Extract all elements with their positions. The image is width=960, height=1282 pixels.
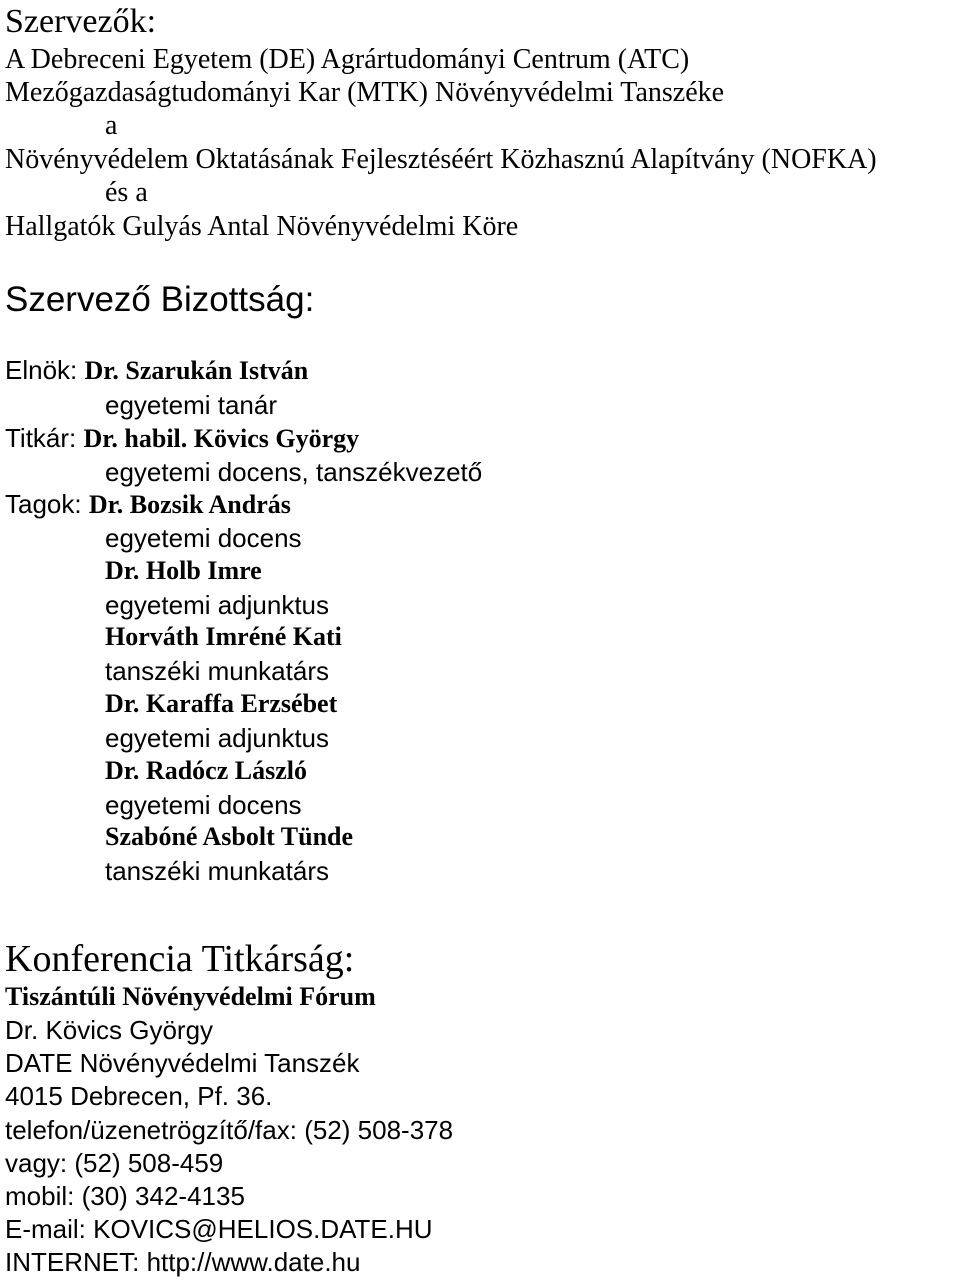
member-role: tanszéki munkatárs [105, 656, 329, 686]
secretary-line [5, 425, 359, 452]
chair-line [5, 357, 308, 384]
member-name: Dr. Holb Imre [105, 556, 262, 585]
secretariat-org: Tiszántúli Növényvédelmi Fórum [5, 982, 376, 1011]
member-role: egyetemi adjunktus [105, 590, 330, 620]
chair-name: Dr. Szarukán István [84, 356, 309, 385]
member-name: Dr. Radócz László [105, 756, 307, 785]
member-name: Szabóné Asbolt Tünde [105, 822, 354, 851]
secretariat-contact: Dr. Kövics György [5, 1015, 214, 1045]
secretariat-phone-alt: vagy: (52) 508-459 [5, 1148, 224, 1178]
organizer-line: és a [105, 177, 148, 208]
chair-role: egyetemi tanár [105, 390, 277, 420]
secretariat-email: E-mail: KOVICS@HELIOS.DATE.HU [5, 1214, 433, 1244]
secretariat-internet: INTERNET: http://www.date.hu [5, 1247, 361, 1277]
secretariat-department: DATE Növényvédelmi Tanszék [5, 1048, 360, 1078]
organizer-line: Hallgatók Gulyás Antal Növényvédelmi Köre [5, 211, 519, 242]
organizer-line: a [105, 110, 118, 141]
secretariat-mobile: mobil: (30) 342-4135 [5, 1181, 245, 1211]
organizer-line: Növényvédelem Oktatásának Fejlesztéséért Közhasznú Alapítvány (NOFKA) [5, 144, 877, 175]
secretary-name: Dr. habil. Kövics György [83, 424, 360, 453]
member-name: Dr. Bozsik András [88, 490, 291, 519]
committee-title: Szervező Bizottság: [5, 280, 315, 319]
secretariat-title: Konferencia Titkárság: [5, 938, 355, 980]
secretariat-phone: telefon/üzenetrögzítő/fax: (52) 508-378 [5, 1115, 454, 1145]
member-role: tanszéki munkatárs [105, 856, 329, 886]
member-role: egyetemi docens [105, 790, 302, 820]
organizers-title: Szervezők: [5, 3, 157, 40]
secretary-role: egyetemi docens, tanszékvezető [105, 457, 483, 487]
secretariat-address: 4015 Debrecen, Pf. 36. [5, 1081, 273, 1111]
member-name: Dr. Karaffa Erzsébet [105, 689, 338, 718]
members-label: Tagok: [5, 489, 89, 519]
secretary-label: Titkár: [5, 423, 84, 453]
member-role: egyetemi adjunktus [105, 723, 330, 753]
member-role: egyetemi docens [105, 523, 302, 553]
chair-label: Elnök: [5, 355, 85, 385]
member-name: Horváth Imréné Kati [105, 622, 342, 651]
organizer-line: A Debreceni Egyetem (DE) Agrártudományi Centrum (ATC) [5, 44, 690, 75]
organizer-line: Mezőgazdaságtudományi Kar (MTK) Növényvédelmi Tanszéke [5, 77, 725, 108]
members-line [5, 491, 291, 518]
